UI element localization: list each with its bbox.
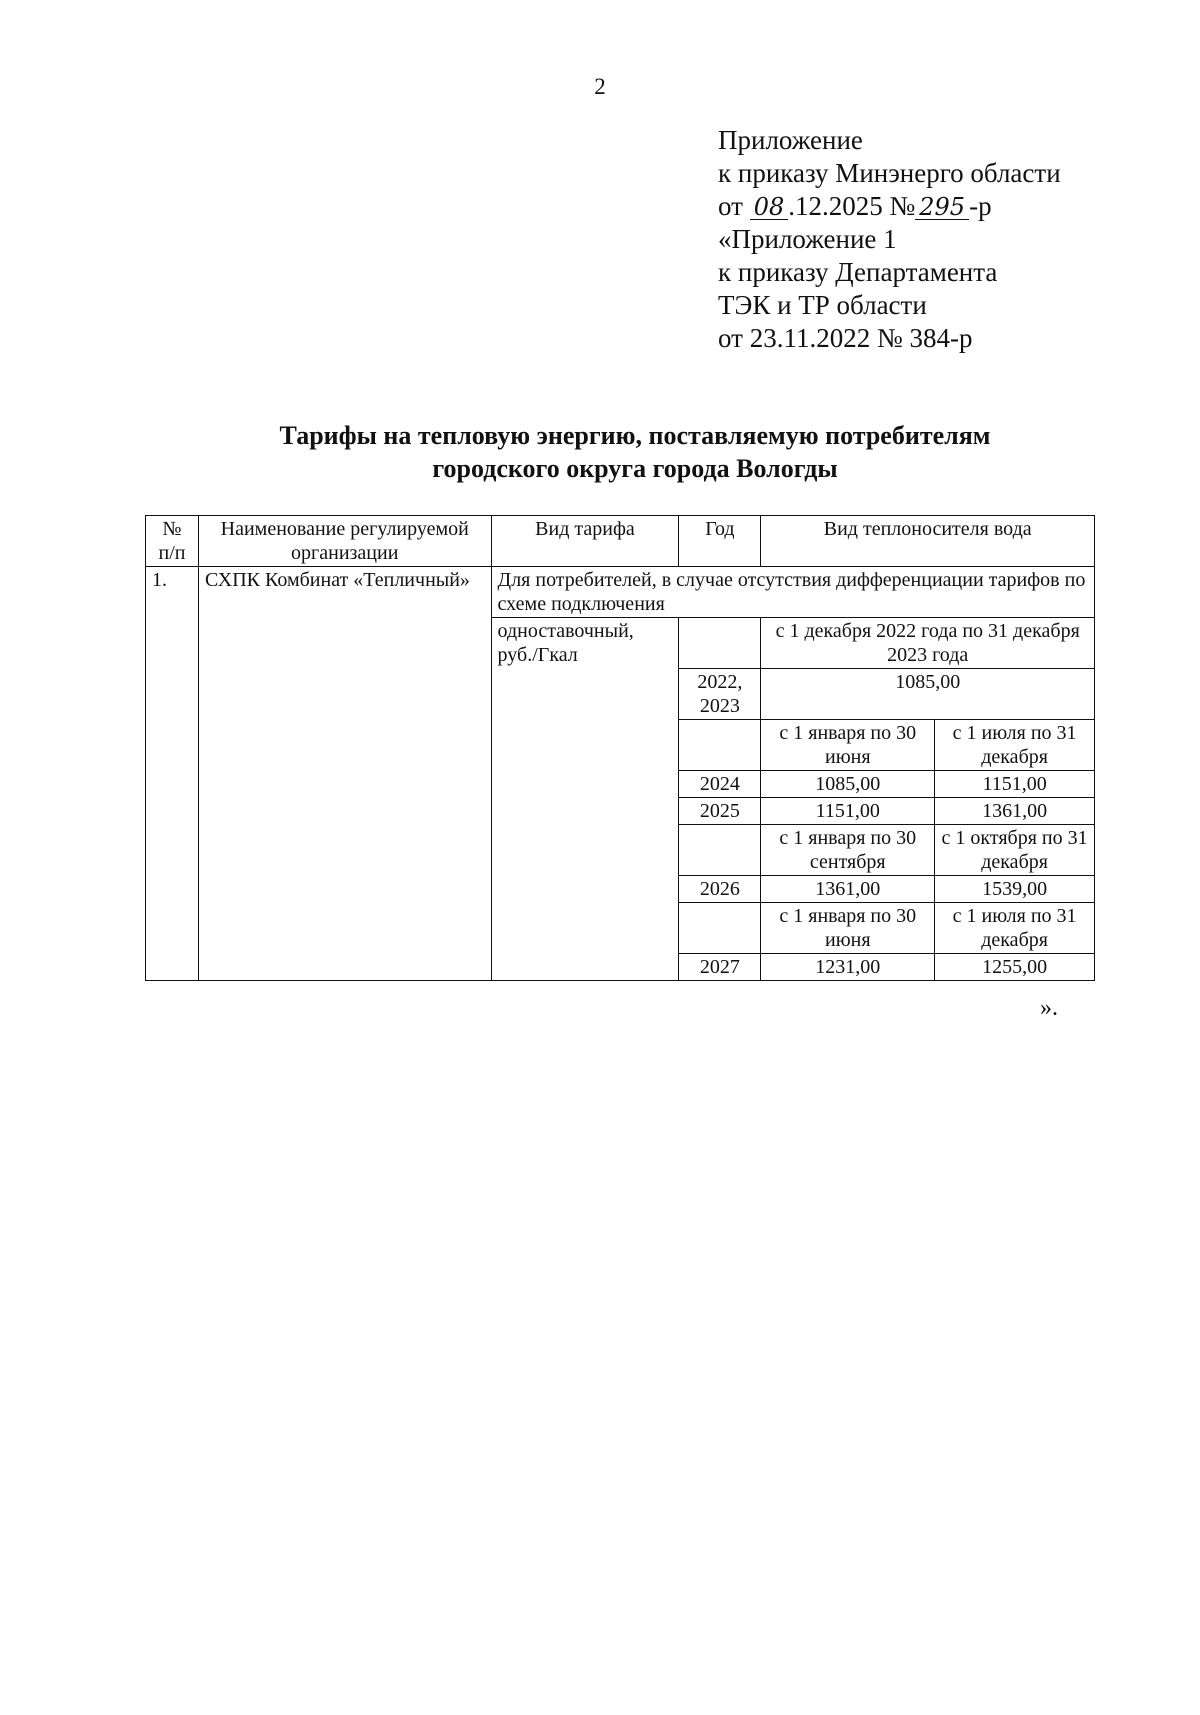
value-cell: 1361,00: [935, 798, 1095, 825]
year-cell: 2027: [679, 954, 761, 981]
value-cell: 1361,00: [761, 876, 935, 903]
year-cell: 2026: [679, 876, 761, 903]
document-title: [0, 419, 1200, 485]
period-header: с 1 января по 30 июня: [761, 720, 935, 771]
page-number: 2: [594, 74, 606, 99]
title-line: Тарифы на тепловую энергию, поставляемую потребителям: [279, 421, 991, 450]
title-line: городского округа города Вологды: [432, 454, 838, 483]
handwritten-day: 08: [750, 195, 789, 220]
year-cell: 2024: [679, 771, 761, 798]
year-empty: [679, 720, 761, 771]
appendix-block: [718, 124, 1061, 355]
period-header: с 1 июля по 31 декабря: [935, 720, 1095, 771]
year-cell: 2022, 2023: [679, 669, 761, 720]
period-header: с 1 января по 30 июня: [761, 903, 935, 954]
appendix-line: к приказу Департамента: [718, 257, 998, 287]
consumers-note: Для потребителей, в случае отсутствия дифференциации тарифов по схеме подключения: [491, 567, 1094, 618]
table-header-row: [146, 516, 1095, 567]
appendix-line: Приложение: [718, 125, 863, 155]
period-header: с 1 октября по 31 декабря: [935, 825, 1095, 876]
period-header: с 1 января по 30 сентября: [761, 825, 935, 876]
appendix-prefix: от: [718, 191, 743, 221]
period-header: с 1 декабря 2022 года по 31 декабря 2023 года: [761, 618, 1095, 669]
value-cell: 1151,00: [761, 798, 935, 825]
appendix-line: «Приложение 1: [718, 224, 897, 254]
value-cell: 1231,00: [761, 954, 935, 981]
appendix-date: .12.2025 №: [788, 191, 916, 221]
header-tariff-type: Вид тарифа: [491, 516, 679, 567]
appendix-line: от 23.11.2022 № 384-р: [718, 323, 973, 353]
header-carrier: Вид теплоносителя вода: [761, 516, 1095, 567]
appendix-suffix: -р: [969, 191, 992, 221]
value-cell: 1151,00: [935, 771, 1095, 798]
appendix-line: к приказу Минэнерго области: [718, 158, 1061, 188]
tariff-table: [145, 515, 1095, 981]
appendix-line: ТЭК и ТР области: [718, 290, 927, 320]
value-cell: 1539,00: [935, 876, 1095, 903]
header-org: Наименование регулируемой организации: [198, 516, 491, 567]
closing-quote-mark: ».: [1040, 995, 1058, 1021]
tariff-kind: одноставочный, руб./Гкал: [491, 618, 679, 981]
row-number: 1.: [146, 567, 199, 981]
value-cell: 1085,00: [761, 669, 1095, 720]
year-empty: [679, 903, 761, 954]
value-cell: 1255,00: [935, 954, 1095, 981]
handwritten-number: 295: [915, 195, 969, 220]
header-year: Год: [679, 516, 761, 567]
year-empty: [679, 618, 761, 669]
org-name: СХПК Комбинат «Тепличный»: [198, 567, 491, 981]
table-row: [146, 567, 1095, 618]
value-cell: 1085,00: [761, 771, 935, 798]
appendix-order-date-line: [718, 190, 1061, 223]
year-cell: 2025: [679, 798, 761, 825]
header-num: № п/п: [146, 516, 199, 567]
year-empty: [679, 825, 761, 876]
period-header: с 1 июля по 31 декабря: [935, 903, 1095, 954]
